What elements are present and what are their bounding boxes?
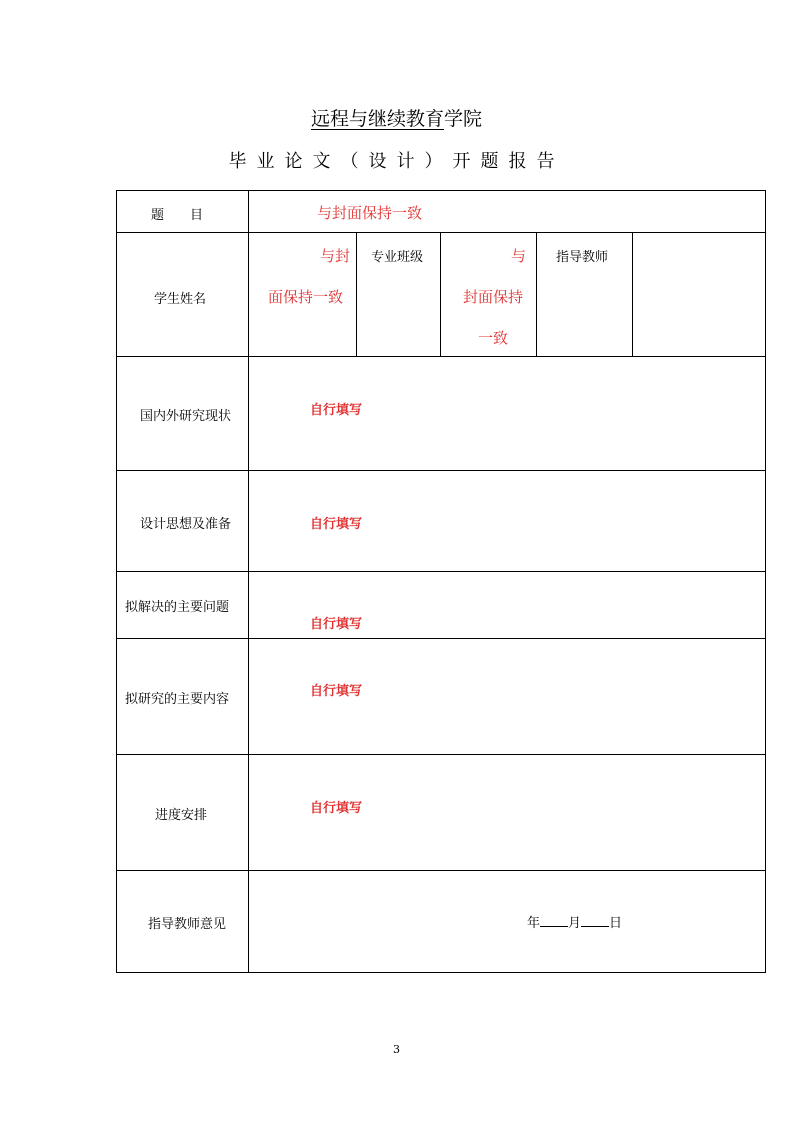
major-value-line3: 一致 (478, 329, 509, 347)
report-title: 毕业论文（设计）开题报告 (228, 151, 565, 172)
day-blank[interactable] (581, 913, 609, 927)
design-label: 设计思想及准备 (140, 517, 232, 532)
schedule-value-cell[interactable] (249, 755, 766, 871)
schedule-row (117, 755, 766, 871)
month-label: 月 (568, 916, 582, 931)
student-name-value-line2: 面保持一致 (268, 288, 344, 306)
student-name-value-line1: 与封 (319, 247, 350, 265)
topic-value: 与封面保持一致 (317, 204, 423, 222)
design-label-cell (117, 471, 249, 572)
problems-label: 拟解决的主要问题 (125, 600, 230, 615)
proposal-form-table (116, 190, 766, 973)
day-label: 日 (609, 916, 623, 931)
topic-label: 题 目 (151, 208, 204, 223)
advisor-value-cell[interactable] (633, 233, 766, 357)
research-label-cell (117, 357, 249, 471)
opinion-label: 指导教师意见 (148, 917, 227, 932)
opinion-value-cell[interactable] (249, 871, 766, 973)
problems-label-cell (117, 572, 249, 639)
institution-title-underlined: 远程与继续教育 (310, 108, 444, 130)
major-label: 专业班级 (371, 250, 424, 265)
content-row (117, 639, 766, 755)
topic-row (117, 191, 766, 233)
institution-title (0, 104, 793, 131)
student-name-label: 学生姓名 (154, 292, 207, 307)
month-blank[interactable] (540, 913, 568, 927)
topic-value-cell[interactable] (249, 191, 766, 233)
problems-value-cell[interactable] (249, 572, 766, 639)
design-row (117, 471, 766, 572)
student-name-label-cell (117, 233, 249, 357)
student-name-value-cell[interactable] (249, 233, 357, 357)
research-row (117, 357, 766, 471)
problems-value: 自行填写 (310, 617, 363, 632)
student-row (117, 233, 766, 357)
research-value-cell[interactable] (249, 357, 766, 471)
problems-row (117, 572, 766, 639)
content-label: 拟研究的主要内容 (125, 692, 230, 707)
major-value-cell[interactable] (441, 233, 537, 357)
schedule-label-cell (117, 755, 249, 871)
major-value-line2: 封面保持 (463, 288, 524, 306)
research-value: 自行填写 (310, 403, 363, 418)
opinion-label-cell (117, 871, 249, 973)
research-label: 国内外研究现状 (140, 409, 232, 424)
institution-title-rest: 学院 (444, 108, 483, 130)
content-value: 自行填写 (310, 684, 363, 699)
design-value: 自行填写 (310, 517, 363, 532)
page-number: 3 (393, 1043, 400, 1056)
schedule-label: 进度安排 (155, 808, 208, 823)
schedule-value: 自行填写 (310, 801, 363, 816)
design-value-cell[interactable] (249, 471, 766, 572)
major-value-line1: 与 (510, 247, 526, 265)
date-field (527, 912, 622, 931)
year-label: 年 (527, 916, 541, 931)
content-value-cell[interactable] (249, 639, 766, 755)
content-label-cell (117, 639, 249, 755)
major-label-cell (357, 233, 441, 357)
advisor-label: 指导教师 (556, 250, 609, 265)
topic-label-cell (117, 191, 249, 233)
advisor-label-cell (537, 233, 633, 357)
opinion-row (117, 871, 766, 973)
